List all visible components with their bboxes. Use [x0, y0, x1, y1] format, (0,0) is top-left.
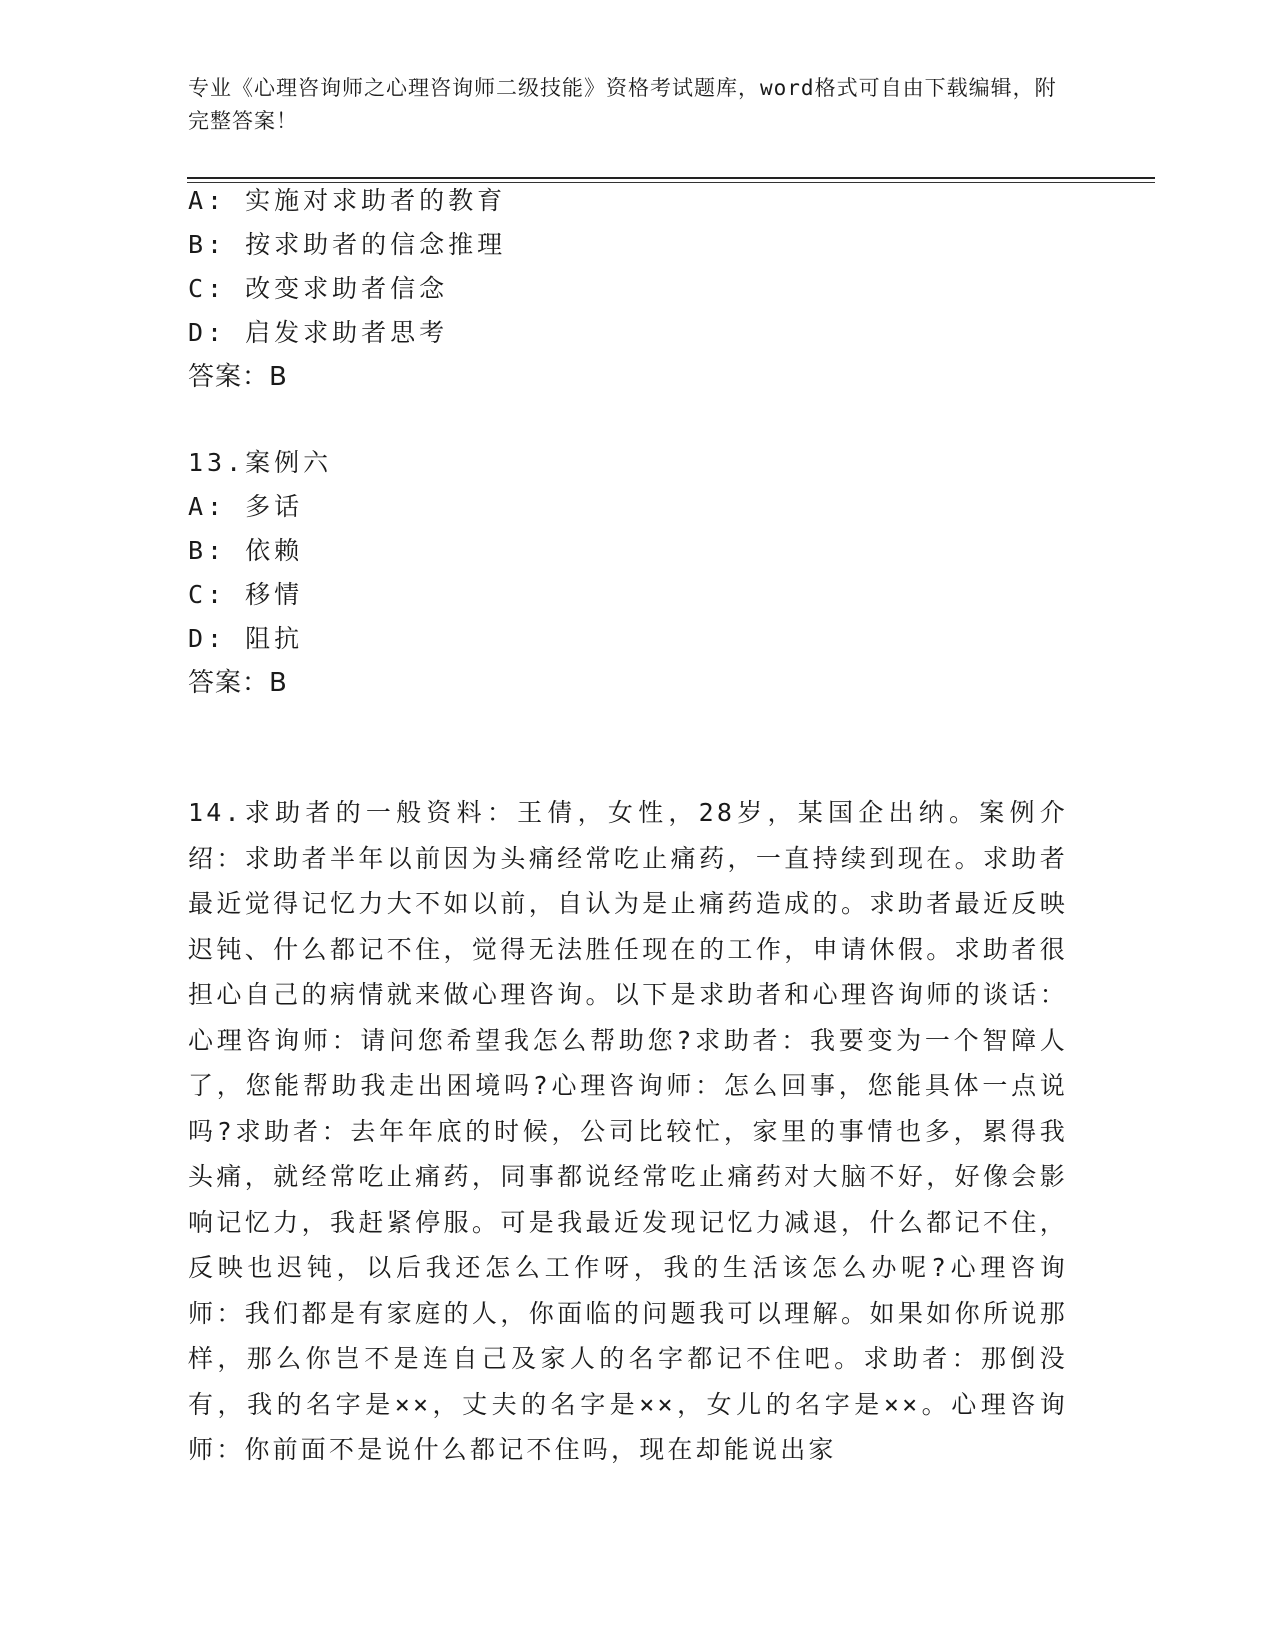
- q14-case-text: 14.求助者的一般资料：王倩，女性，28岁，某国企出纳。案例介绍：求助者半年以前因为头痛经常吃止痛药，一直持续到现在。求助者最近觉得记忆力大不如以前，自认为是止痛药造成的。求助者最近反映迟钝、什么都记不住，觉得无法胜任现在的工作，申请休假。求助者很担心自己的病情就来做心理咨询。以下是求助者和心理咨询师的谈话：心理咨询师：请问您希望我怎么帮助您?求助者：我要变为一个智障人了，您能帮助我走出困境吗?心理咨询师：怎么回事，您能具体一点说吗?求助者：去年年底的时候，公司比较忙，家里的事情也多，累得我头痛，就经常吃止痛药，同事都说经常吃止痛药对大脑不好，好像会影响记忆力，我赶紧停服。可是我最近发现记忆力减退，什么都记不住，反映也迟钝，以后我还怎么工作呀，我的生活该怎么办呢?心理咨询师：我们都是有家庭的人，你面临的问题我可以理解。如果如你所说那样，那么你岂不是连自己及家人的名字都记不住吧。求助者：那倒没有，我的名字是××，丈夫的名字是××，女儿的名字是××。心理咨询师：你前面不是说什么都记不住吗，现在却能说出家: [188, 798, 1068, 1464]
- q13-option-c: C: 移情: [188, 580, 304, 609]
- header-divider-thin: [187, 182, 1155, 183]
- header-divider-thick: [187, 177, 1155, 179]
- q13-option-a: A: 多话: [188, 492, 304, 521]
- q12-option-b: B: 按求助者的信念推理: [188, 230, 507, 259]
- q12-option-a: A: 实施对求助者的教育: [188, 186, 507, 215]
- q12-answer: 答案：B: [188, 362, 288, 392]
- q12-option-d: D: 启发求助者思考: [188, 318, 449, 347]
- q13-option-d: D: 阻抗: [188, 624, 304, 653]
- q12-option-c: C: 改变求助者信念: [188, 274, 449, 303]
- q13-title: 13.案例六: [188, 448, 333, 477]
- document-header: 专业《心理咨询师之心理咨询师二级技能》资格考试题库，word格式可自由下载编辑，附完整答案！: [188, 76, 1057, 133]
- q13-answer: 答案：B: [188, 668, 288, 698]
- q13-option-b: B: 依赖: [188, 536, 304, 565]
